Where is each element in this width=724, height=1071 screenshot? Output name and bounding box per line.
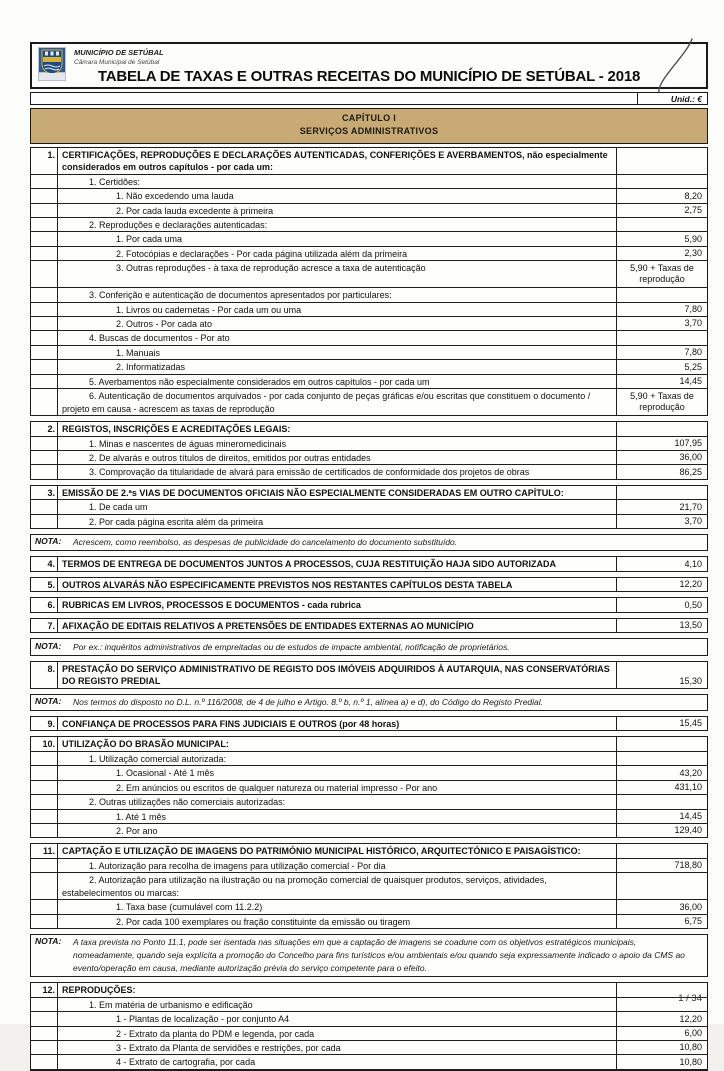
fee-row-value: 10,80 (679, 1042, 702, 1053)
fee-row-value (617, 873, 707, 899)
fee-row-description: 1. De cada um (58, 500, 617, 513)
fee-row-number (31, 175, 58, 188)
fee-row (31, 232, 707, 246)
fee-row-description: 3. Outras reproduções - à taxa de reprodução acresce a taxa de autenticação (58, 261, 617, 287)
fee-row-number (31, 317, 58, 330)
fee-row (31, 1041, 707, 1055)
fee-row (31, 331, 707, 345)
fee-row (31, 204, 707, 218)
fee-row-number (31, 346, 58, 359)
fee-row-value: 8,20 (684, 190, 702, 201)
fee-row-value: 0,50 (684, 599, 702, 610)
fee-row-value: 13,50 (679, 620, 702, 631)
fee-row (31, 148, 707, 175)
fee-row-number (31, 465, 58, 478)
fee-row-value (617, 752, 707, 765)
fee-row (31, 465, 707, 479)
page-number: 1 / 34 (678, 993, 702, 1004)
fee-row-value: 43,20 (679, 767, 702, 778)
fee-row-value: 431,10 (674, 782, 702, 793)
fee-row-value: 15,45 (679, 718, 702, 729)
fee-row-description: 1. Minas e nascentes de águas mineromedicinais (58, 437, 617, 450)
fee-row-description: 1. Ocasional - Até 1 mês (58, 766, 617, 779)
fee-row-description: 1 - Plantas de localização - por conjunto A4 (58, 1012, 617, 1025)
fee-row (31, 375, 707, 389)
fee-row-number (31, 915, 58, 928)
chapter-title: CAPÍTULO I (342, 113, 396, 123)
fee-row (31, 619, 707, 633)
fee-row (31, 598, 707, 612)
fee-row (31, 422, 707, 436)
fee-row-value: 5,90 + Taxas de reprodução (630, 262, 694, 285)
fee-row (31, 218, 707, 232)
fee-row (31, 824, 707, 838)
fee-row-number (31, 218, 58, 231)
fee-row-description: 3 - Extrato da Planta de servidões e restrições, por cada (58, 1041, 617, 1054)
fee-row-number (31, 824, 58, 837)
fee-row-value: 718,80 (674, 860, 702, 871)
fee-row-value: 12,20 (679, 1013, 702, 1024)
fee-row-value (617, 795, 707, 808)
fee-row (31, 1055, 707, 1069)
fee-row-description: 1. Até 1 mês (58, 810, 617, 823)
fee-row-number: 5. (31, 578, 58, 591)
fee-row-number: 7. (31, 619, 58, 632)
fee-row-value: 5,25 (684, 361, 702, 372)
unit-row-spacer (31, 93, 637, 104)
fee-row (31, 515, 707, 529)
fee-row-description: 1. Não excedendo uma lauda (58, 189, 617, 202)
fee-row (31, 781, 707, 795)
fee-row-description: 1. Em matéria de urbanismo e edificação (58, 998, 617, 1011)
fee-row-number (31, 781, 58, 794)
fee-row-description: CAPTAÇÃO E UTILIZAÇÃO DE IMAGENS DO PATRIMÓNIO MUNICIPAL HISTÓRICO, ARQUITECTÓNICO E PAISAGÍSTICO: (58, 844, 617, 857)
fee-row-description: TERMOS DE ENTREGA DE DOCUMENTOS JUNTOS A PROCESSOS, CUJA RESTITUIÇÃO HAJA SIDO AUTORIZADA (58, 557, 617, 570)
fee-row (31, 900, 707, 914)
fee-row-number: 12. (31, 983, 58, 996)
fee-row-value (617, 148, 707, 174)
fee-row-description: REGISTOS, INSCRIÇÕES E ACREDITAÇÕES LEGAIS: (58, 422, 617, 435)
fee-row-number (31, 288, 58, 301)
fee-row (31, 557, 707, 571)
fee-row-value: 5,90 + Taxas de reprodução (630, 390, 694, 413)
fee-row-number (31, 451, 58, 464)
fee-row-value (617, 486, 707, 499)
fee-row-description: 2. Informatizadas (58, 360, 617, 373)
fee-row-description: 1. Por cada uma (58, 232, 617, 245)
fee-row-number (31, 389, 58, 415)
fee-row-number (31, 1012, 58, 1025)
note-label: NOTA: (35, 640, 62, 651)
organization-subtitle: Câmara Municipal de Setúbal (74, 59, 160, 66)
fee-row-description: 2. Reproduções e declarações autenticadas: (58, 218, 617, 231)
fee-row (31, 752, 707, 766)
fee-row-description: 2. Por ano (58, 824, 617, 837)
fee-row-value: 3,70 (684, 515, 702, 526)
fee-row-value: 107,95 (674, 437, 702, 448)
fee-row-description: 2. Outras utilizações não comerciais autorizadas: (58, 795, 617, 808)
fee-row-number (31, 1027, 58, 1040)
fee-row-description: 2. Por cada lauda excedente à primeira (58, 204, 617, 217)
fee-row-value (617, 288, 707, 301)
document-title: TABELA DE TAXAS E OUTRAS RECEITAS DO MUNICÍPIO DE SETÚBAL - 2018 (97, 68, 641, 85)
fee-row-value: 4,10 (684, 558, 702, 569)
fee-row (31, 288, 707, 302)
fee-row-description: RUBRICAS EM LIVROS, PROCESSOS E DOCUMENTOS - cada rubrica (58, 598, 617, 611)
fee-row-number: 8. (31, 662, 58, 688)
fee-row-value: 6,75 (684, 915, 702, 926)
fee-row-number (31, 515, 58, 528)
fee-row-description: 1. Manuais (58, 346, 617, 359)
fee-row (31, 500, 707, 514)
fee-row-value: 86,25 (679, 466, 702, 477)
fee-row-number (31, 900, 58, 913)
fee-row-number (31, 766, 58, 779)
fee-row-description: 1. Utilização comercial autorizada: (58, 752, 617, 765)
fee-row (31, 1027, 707, 1041)
fee-row (31, 451, 707, 465)
fee-row-description: EMISSÃO DE 2.ªs VIAS DE DOCUMENTOS OFICIAIS NÃO ESPECIALMENTE CONSIDERADAS EM OUTRO CAPÍTULO: (58, 486, 617, 499)
fee-row (31, 247, 707, 261)
fee-row-description: 2. Fotocópias e declarações - Por cada página utilizada além da primeira (58, 247, 617, 260)
fee-row (31, 737, 707, 751)
fee-row-description: 3. Comprovação da titularidade de alvará para emissão de certificados de conformidade dos projetos de obras (58, 465, 617, 478)
fee-row (31, 346, 707, 360)
note-text: Acrescem, como reembolso, as despesas de publicidade do cancelamento do documento substituído. (73, 537, 458, 548)
fee-row-description: 2. Por cada página escrita além da primeira (58, 515, 617, 528)
fee-row (31, 437, 707, 451)
fee-row-value (617, 422, 707, 435)
note-row (31, 935, 707, 978)
fee-row-number (31, 303, 58, 316)
fee-row-value: 10,80 (679, 1056, 702, 1067)
fee-row (31, 915, 707, 929)
fee-row-description: 2. Autorização para utilização na ilustração ou na promoção comercial de quaisquer produtos, serviços, atividades, estabelecimentos ou marcas: (58, 873, 617, 899)
fee-row-number (31, 331, 58, 344)
fee-row-value: 14,45 (679, 376, 702, 387)
fee-row (31, 303, 707, 317)
fee-row-description: 2 - Extrato da planta do PDM e legenda, por cada (58, 1027, 617, 1040)
unit-label: Unid.: € (637, 93, 707, 104)
fee-row-number (31, 232, 58, 245)
fee-row-value: 12,20 (679, 579, 702, 590)
fee-row-value (617, 218, 707, 231)
fee-row-description: 3. Conferição e autenticação de documentos apresentados por particulares: (58, 288, 617, 301)
fee-row-description: OUTROS ALVARÁS NÃO ESPECIFICAMENTE PREVISTOS NOS RESTANTES CAPÍTULOS DESTA TABELA (58, 578, 617, 591)
fee-row-number (31, 437, 58, 450)
chapter-subtitle: SERVIÇOS ADMINISTRATIVOS (299, 126, 439, 136)
fee-row-description: CERTIFICAÇÕES, REPRODUÇÕES E DECLARAÇÕES AUTENTICADAS, CONFERIÇÕES E AVERBAMENTOS, não especialmente considerados em outros capítulos - por cada um: (58, 148, 617, 174)
fee-row-number: 3. (31, 486, 58, 499)
fee-row-description: CONFIANÇA DE PROCESSOS PARA FINS JUDICIAIS E OUTROS (por 48 horas) (58, 717, 617, 730)
fee-row (31, 873, 707, 900)
organization-block (74, 48, 164, 68)
fee-row-description: 4. Buscas de documentos - Por ato (58, 331, 617, 344)
fee-row-number (31, 375, 58, 388)
fee-row-value (617, 737, 707, 750)
document-header (30, 42, 708, 89)
fee-row-description: 1. Autorização para recolha de imagens para utilização comercial - Por dia (58, 859, 617, 872)
fee-row (31, 175, 707, 189)
fee-row-description: 1. Certidões: (58, 175, 617, 188)
fee-row-value: 2,75 (684, 205, 702, 216)
fee-row-number (31, 998, 58, 1011)
fee-row-description: 5. Averbamentos não especialmente considerados em outros capítulos - por cada um (58, 375, 617, 388)
fee-row-value: 36,00 (679, 452, 702, 463)
fee-row-number (31, 873, 58, 899)
fee-row-description: 2. Por cada 100 exemplares ou fração constituinte da emissão ou tiragem (58, 915, 617, 928)
fee-row-number (31, 204, 58, 217)
fee-row (31, 317, 707, 331)
fee-row-value: 2,30 (684, 248, 702, 259)
fee-row-number: 10. (31, 737, 58, 750)
fee-row-description: 1. Taxa base (cumulável com 11.2.2) (58, 900, 617, 913)
fee-row-value: 14,45 (679, 810, 702, 821)
note-label: NOTA: (35, 536, 62, 547)
fee-row-number (31, 189, 58, 202)
fee-row-value: 15,30 (679, 675, 702, 686)
fee-row (31, 360, 707, 374)
fee-row-number (31, 752, 58, 765)
note-label: NOTA: (35, 696, 62, 707)
fee-row-description: PRESTAÇÃO DO SERVIÇO ADMINISTRATIVO DE REGISTO DOS IMÓVEIS ADQUIRIDOS À AUTARQUIA, NAS CONSERVATÓRIAS DO REGISTO PREDIAL (58, 662, 617, 688)
fee-row (31, 189, 707, 203)
fee-row (31, 810, 707, 824)
fee-row-description: 6. Autenticação de documentos arquivados - por cada conjunto de peças gráficas e/ou escritas que constituem o documento / projeto em causa - acrescem as taxas de reprodução (58, 389, 617, 415)
fee-row (31, 795, 707, 809)
fee-row (31, 717, 707, 731)
fee-row-description: 2. De alvarás e outros títulos de direitos, emitidos por outras entidades (58, 451, 617, 464)
fee-row (31, 844, 707, 858)
fee-row (31, 859, 707, 873)
organization-name: MUNICÍPIO DE SETÚBAL (74, 48, 164, 57)
fee-row-description: 2. Em anúncios ou escritos de qualquer natureza ou material impresso - Por ano (58, 781, 617, 794)
unit-row (30, 92, 708, 105)
fee-row (31, 998, 707, 1012)
fee-row-value: 36,00 (679, 901, 702, 912)
fee-row-value: 129,40 (674, 825, 702, 836)
fee-row-number (31, 810, 58, 823)
fee-row-number: 1. (31, 148, 58, 174)
fee-row-description: 2. Outros - Por cada ato (58, 317, 617, 330)
fee-row-number (31, 1041, 58, 1054)
fee-row-value (617, 844, 707, 857)
fee-row (31, 983, 707, 997)
fee-row-number (31, 795, 58, 808)
fee-row-number: 2. (31, 422, 58, 435)
fee-row (31, 486, 707, 500)
fee-table-body (30, 147, 708, 1071)
fee-row-number (31, 247, 58, 260)
fee-row-description: REPRODUÇÕES: (58, 983, 617, 996)
fee-row (31, 766, 707, 780)
fee-row-description: 4 - Extrato de cartografia, por cada (58, 1055, 617, 1068)
fee-row-number (31, 1055, 58, 1068)
fee-row-number (31, 500, 58, 513)
fee-row-description: 1. Livros ou cadernetas - Por cada um ou uma (58, 303, 617, 316)
fee-row-number: 11. (31, 844, 58, 857)
note-label: NOTA: (35, 936, 62, 947)
note-row (31, 535, 707, 552)
fee-row-number: 9. (31, 717, 58, 730)
fee-row (31, 662, 707, 689)
note-row (31, 639, 707, 656)
fee-row-value: 7,80 (684, 304, 702, 315)
fee-row-number: 6. (31, 598, 58, 611)
note-text: A taxa prevista no Ponto 11.1, pode ser isentada nas situações em que a captação de imagens se coadune com os objetivos estratégicos municipais, nomeadamente, quando seja explícita a promoção do Concelho para fins turísticos e/ou ambientais e/ou quando seja expressamente indicado o apoio da CMS ao evento/operação em causa, mediante autorização prévia do serviço competente para o efeito. (73, 937, 685, 974)
fee-row-description: UTILIZAÇÃO DO BRASÃO MUNICIPAL: (58, 737, 617, 750)
fee-row-description: AFIXAÇÃO DE EDITAIS RELATIVOS A PRETENSÕES DE ENTIDADES EXTERNAS AO MUNICÍPIO (58, 619, 617, 632)
fee-row-value: 3,70 (684, 318, 702, 329)
fee-row (31, 389, 707, 416)
fee-row-value: 6,00 (684, 1028, 702, 1039)
chapter-band (30, 108, 708, 144)
fee-row (31, 261, 707, 288)
fee-row (31, 1012, 707, 1026)
fee-row-value: 5,90 (684, 233, 702, 244)
note-row (31, 695, 707, 712)
fee-row-value: 7,80 (684, 347, 702, 358)
fee-row-value: 21,70 (679, 501, 702, 512)
fee-row-number (31, 261, 58, 287)
fee-row-number (31, 360, 58, 373)
fee-row (31, 578, 707, 592)
fee-row-number (31, 859, 58, 872)
fee-row-number: 4. (31, 557, 58, 570)
note-text: Nos termos do disposto no D.L. n.º 116/2008, de 4 de julho e Artigo. 8.º b, n.º 1, alínea a) e d), do Código do Registo Predial. (73, 697, 544, 708)
fee-row-value (617, 331, 707, 344)
note-text: Por ex.: inquéritos administrativos de empreitadas ou de estudos de impacte ambiental, notificação de proprietários. (73, 641, 510, 652)
fee-row-value (617, 175, 707, 188)
